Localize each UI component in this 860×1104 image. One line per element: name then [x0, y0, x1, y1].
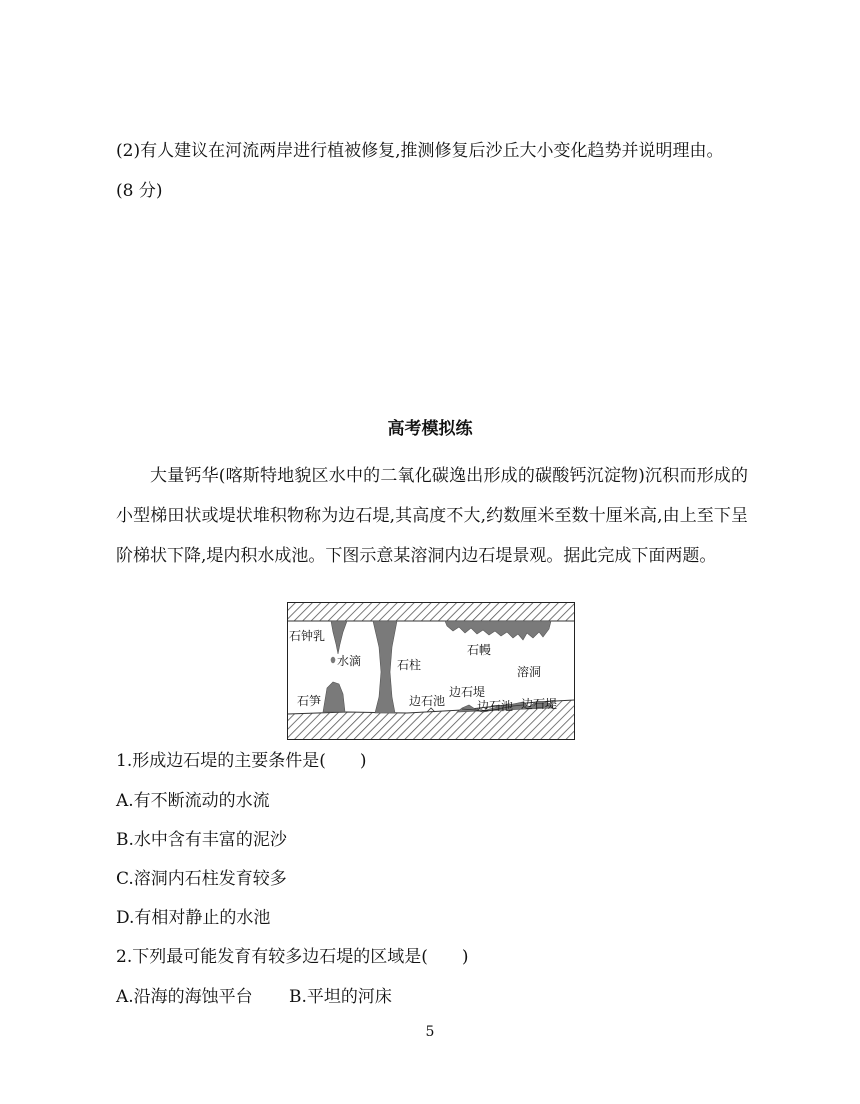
cave-diagram: [287, 602, 575, 740]
label-stalagmite: 石笋: [297, 694, 322, 708]
section-title: 高考模拟练: [387, 419, 473, 439]
previous-question-score: (8 分): [116, 181, 163, 201]
label-rim-pool-2: 边石池: [477, 699, 514, 713]
question-2-option-a: A.沿海的海蚀平台: [116, 987, 253, 1007]
label-stalactite: 石钟乳: [289, 629, 326, 643]
cave-ceiling-rock: [288, 603, 574, 621]
question-1-stem: 1.形成边石堤的主要条件是( ): [116, 751, 367, 771]
question-1-option-c: C.溶洞内石柱发育较多: [116, 869, 287, 889]
label-water-drop: 水滴: [337, 654, 362, 668]
cave-rimstone-figure: [287, 602, 575, 740]
label-rim-dam-1: 边石堤: [449, 685, 486, 699]
label-rim-pool-1: 边石池: [409, 694, 446, 708]
label-rim-dam-2: 边石堤: [521, 697, 558, 711]
label-curtain: 石幔: [467, 643, 492, 657]
water-drop-shape: [331, 657, 336, 663]
label-cave: 溶洞: [517, 665, 542, 679]
question-1-option-d: D.有相对静止的水池: [116, 908, 271, 928]
previous-question-line-1: (2)有人建议在河流两岸进行植被修复,推测修复后沙丘大小变化趋势并说明理由。: [116, 141, 724, 161]
label-pillar: 石柱: [397, 658, 422, 672]
question-2-option-b: B.平坦的河床: [289, 987, 392, 1007]
question-1-option-b: B.水中含有丰富的泥沙: [116, 830, 287, 850]
question-1-option-a: A.有不断流动的水流: [116, 791, 270, 811]
page-number: 5: [425, 1024, 435, 1040]
question-2-stem: 2.下列最可能发育有较多边石堤的区域是( ): [116, 947, 469, 967]
passage-text: 大量钙华(喀斯特地貌区水中的二氧化碳逸出形成的碳酸钙沉淀物)沉积而形成的小型梯田状或堤状堆积物称为边石堤,其高度不大,约数厘米至数十厘米高,由上至下呈阶梯状下降,堤内积水成池。下图示意某溶洞内边石堤景观。据此完成下面两题。: [116, 466, 748, 566]
